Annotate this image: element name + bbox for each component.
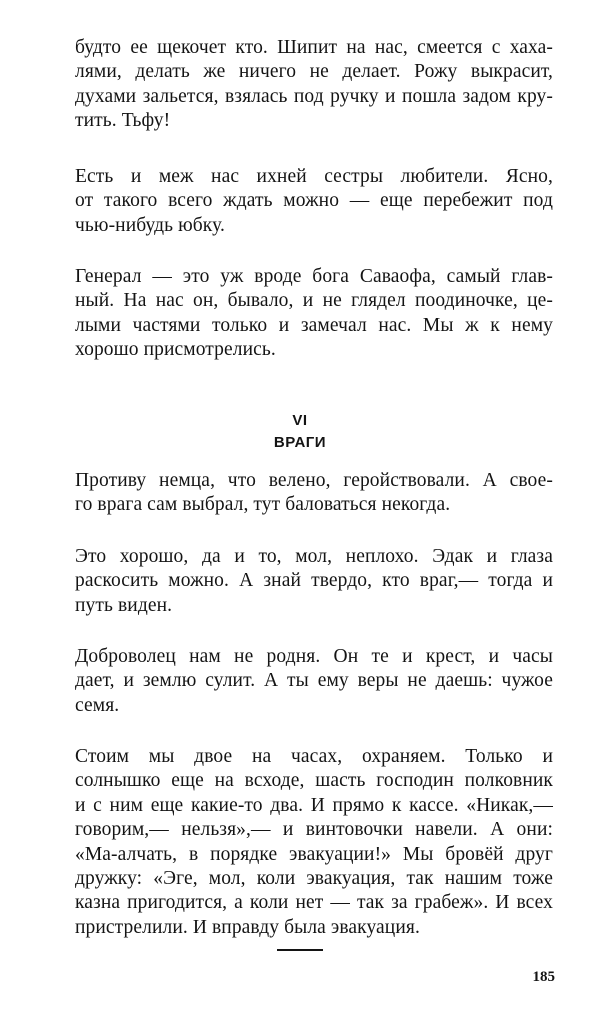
- paragraph-2: [75, 165, 553, 238]
- text-line: говорим,— нельзя»,— и винтовочки навели. А они:: [75, 819, 553, 841]
- text-line: Это хорошо, да и то, мол, неплохо. Эдак и глаза: [75, 546, 553, 567]
- text-line: духами зальется, взялась под ручку и пошла задом кру-: [75, 85, 553, 107]
- text-line: Противу немца, что велено, геройствовали. А свое-: [75, 470, 553, 491]
- text-line: «Ма-алчать, в порядке эвакуации!» Мы бровёй друг: [75, 843, 553, 865]
- text-line: лями, делать же ничего не делает. Рожу выкрасит,: [75, 61, 553, 83]
- text-line: го врага сам выбрал, тут баловаться некогда.: [75, 494, 451, 516]
- text-line: Стоим мы двое на часах, охраняем. Только и: [75, 746, 553, 767]
- text-line: дружку: «Эге, мол, коли эвакуация, так нашим тоже: [75, 868, 553, 890]
- text-line: Доброволец нам не родня. Он те и крест, и часы: [75, 646, 553, 667]
- text-line: казна пригодится, а коли нет — так за грабеж». И всех: [75, 892, 553, 914]
- text-line: и с ним еще какие-то два. И прямо к кассе. «Никак,—: [75, 794, 553, 816]
- text-line: будто ее щекочет кто. Шипит на нас, смеется с хаха-: [75, 37, 553, 58]
- text-line: раскосить можно. А знай твердо, кто враг,— тогда и: [75, 570, 553, 592]
- paragraph-1: [75, 36, 553, 134]
- section-end-rule: [277, 949, 323, 951]
- paragraph-3: [75, 265, 553, 363]
- text-line: путь виден.: [75, 594, 173, 616]
- text-line: лыми частями только и замечал нас. Мы ж к нему: [75, 314, 553, 336]
- text-line: тить. Тьфу!: [75, 110, 171, 132]
- text-line: Есть и меж нас ихней сестры любители. Ясно,: [75, 166, 553, 187]
- section-title: ВРАГИ: [273, 434, 327, 451]
- text-line: от такого всего ждать можно — еще перебежит под: [75, 190, 553, 212]
- page-number: 185: [532, 969, 555, 985]
- text-line: чью-нибудь юбку.: [75, 214, 225, 236]
- text-line: пристрелили. И вправду была эвакуация.: [75, 916, 420, 938]
- paragraph-4: [75, 469, 553, 518]
- paragraph-7: [75, 745, 553, 940]
- text-line: ный. На нас он, бывало, и не глядел поодиночке, це-: [75, 290, 553, 312]
- paragraph-6: [75, 645, 553, 718]
- text-line: хорошо присмотрелись.: [75, 339, 276, 361]
- text-line: солнышко еще на всходе, шасть господин полковник: [75, 770, 553, 792]
- section-number: VI: [292, 412, 308, 429]
- text-line: семя.: [75, 694, 120, 716]
- paragraph-5: [75, 545, 553, 618]
- text-line: Генерал — это уж вроде бога Саваофа, самый глав-: [75, 266, 553, 287]
- text-line: дает, и землю сулит. А ты ему веры не даешь: чужое: [75, 670, 553, 692]
